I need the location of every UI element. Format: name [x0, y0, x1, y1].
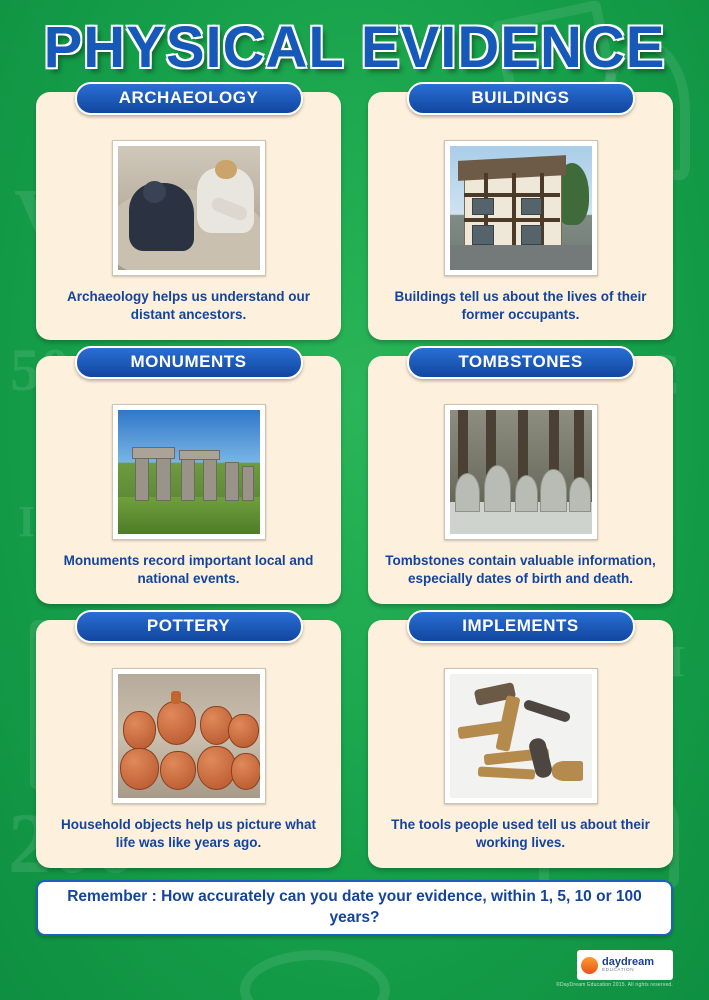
page-title-container	[0, 14, 709, 81]
watermark-shape	[240, 950, 390, 1000]
card-title-implements: IMPLEMENTS	[407, 610, 635, 643]
photo-frame-tombstones	[444, 404, 598, 540]
card-caption-buildings: Buildings tell us about the lives of their former occupants.	[394, 289, 647, 322]
sun-icon	[581, 957, 598, 974]
photo-frame-pottery	[112, 668, 266, 804]
photo-frame-implements	[444, 668, 598, 804]
stonehenge-monument-photo	[118, 410, 260, 534]
evidence-card-grid	[36, 88, 673, 868]
card-caption-tombstones: Tombstones contain valuable information, especially dates of birth and death.	[385, 553, 656, 586]
photo-frame-buildings	[444, 140, 598, 276]
photo-frame-archaeology	[112, 140, 266, 276]
card-caption-archaeology: Archaeology helps us understand our distant ancestors.	[66, 289, 311, 322]
card-caption-monuments: Monuments record important local and national events.	[63, 553, 314, 586]
remember-box	[36, 880, 673, 936]
card-buildings	[368, 88, 673, 340]
logo-subtitle: EDUCATION	[602, 967, 635, 973]
tudor-building-photo	[450, 146, 592, 270]
logo-name: daydream	[602, 955, 654, 968]
card-title-buildings: BUILDINGS	[407, 82, 635, 115]
card-pottery	[36, 616, 341, 868]
card-title-pottery: POTTERY	[75, 610, 303, 643]
card-implements	[368, 616, 673, 868]
copyright-notice: ©DayDream Education 2015. All rights reserved.	[556, 982, 673, 988]
card-caption-implements: The tools people used tell us about their working lives.	[391, 817, 650, 850]
clay-pottery-photo	[118, 674, 260, 798]
page-title: PHYSICAL EVIDENCE	[43, 15, 666, 80]
card-caption-pottery: Household objects help us picture what life was like years ago.	[60, 817, 317, 850]
remember-text: Remember : How accurately can you date your evidence, within 1, 5, 10 or 100 years?	[67, 888, 642, 926]
card-title-monuments: MONUMENTS	[75, 346, 303, 379]
publisher-logo	[577, 950, 673, 980]
archaeology-dig-photo	[118, 146, 260, 270]
photo-frame-monuments	[112, 404, 266, 540]
card-archaeology	[36, 88, 341, 340]
card-title-tombstones: TOMBSTONES	[407, 346, 635, 379]
graveyard-tombstones-photo	[450, 410, 592, 534]
logo-text-block	[602, 957, 654, 973]
card-title-archaeology: ARCHAEOLOGY	[75, 82, 303, 115]
old-tools-photo	[450, 674, 592, 798]
card-tombstones	[368, 352, 673, 604]
card-monuments	[36, 352, 341, 604]
